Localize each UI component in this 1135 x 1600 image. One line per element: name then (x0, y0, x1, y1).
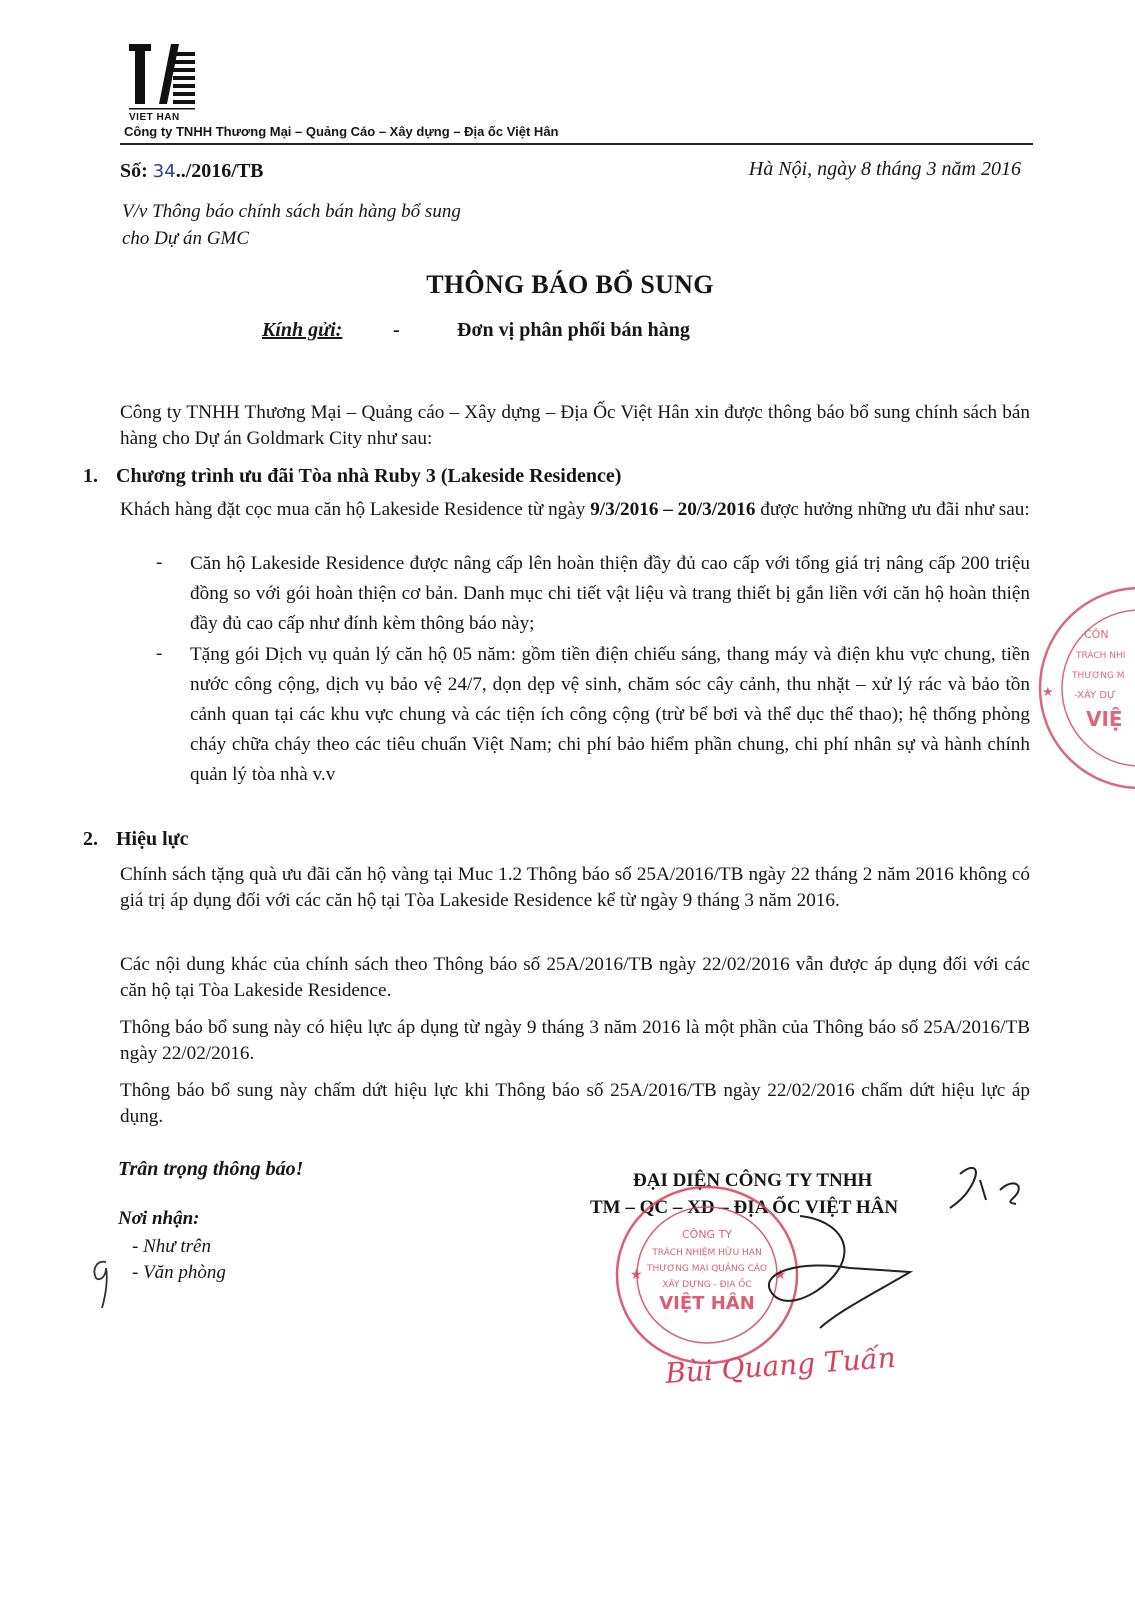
signer-name: Bùi Quang Tuấn (664, 1340, 897, 1391)
section-1-intro: Khách hàng đặt cọc mua căn hộ Lakeside Residence từ ngày 9/3/2016 – 20/3/2016 được hưởng những ưu đãi như sau: (120, 499, 1030, 520)
bullet-1: Căn hộ Lakeside Residence được nâng cấp lên hoàn thiện đầy đủ cao cấp với tổng giá trị nâng cấp 200 triệu đồng so với gói hoàn thiện cơ bản. Danh mục chi tiết vật liệu và trang thiết bị gắn liền với căn hộ hoàn thiện đầy đủ cao cấp như đính kèm thông báo này; (190, 553, 1030, 634)
svg-text:TRÁCH NHI: TRÁCH NHI (1076, 651, 1126, 661)
logo-text: VIET HAN (129, 112, 180, 123)
kinh-gui-label: Kính gửi: (262, 319, 343, 341)
signature (760, 1160, 1060, 1330)
edge-stamp (1030, 578, 1135, 798)
subject: V/v Thông báo chính sách bán hàng bổ sung cho Dự án GMC (122, 201, 461, 249)
representative-line-2: TM – QC – XD – ĐỊA ỐC VIỆT HÂN (590, 1197, 899, 1218)
svg-text:VIỆT HÂN: VIỆT HÂN (659, 1293, 755, 1314)
document-date: Hà Nội, ngày 8 tháng 3 năm 2016 (748, 158, 1021, 180)
page-title: THÔNG BÁO BỔ SUNG (426, 270, 714, 299)
company-logo (129, 44, 199, 120)
document-number: Số: 34../2016/TB (120, 160, 264, 182)
recipient-dash: - (393, 319, 400, 341)
representative-line-1: ĐẠI DIỆN CÔNG TY TNHH (633, 1170, 873, 1191)
svg-text:VIỆ: VIỆ (1086, 707, 1123, 731)
section-2-paragraph-4: Thông báo bổ sung này chấm dứt hiệu lực khi Thông báo số 25A/2016/TB ngày 22/02/2016 chấm dứt hiệu lực áp dụng. (120, 1080, 1030, 1127)
svg-text:TRÁCH NHIỆM HỮU HẠN: TRÁCH NHIỆM HỮU HẠN (652, 1248, 762, 1258)
recipient-item: - Như trên (132, 1236, 211, 1257)
company-name: Công ty TNHH Thương Mại – Quảng Cáo – Xây dựng – Địa ốc Việt Hân (124, 124, 559, 139)
noi-nhan-label: Nơi nhận: (118, 1208, 200, 1229)
section-2-paragraph-3: Thông báo bổ sung này có hiệu lực áp dụng từ ngày 9 tháng 3 năm 2016 là một phần của Thông báo số 25A/2016/TB ngày 22/02/2016. (120, 1017, 1030, 1064)
svg-text:XÂY DỰNG - ĐỊA ỐC: XÂY DỰNG - ĐỊA ỐC (662, 1280, 752, 1290)
handwritten-mark (88, 1256, 118, 1311)
section-2-paragraph-2: Các nội dung khác của chính sách theo Thông báo số 25A/2016/TB ngày 22/02/2016 vẫn được áp dụng đối với các căn hộ tại Tòa Lakeside Residence. (120, 954, 1030, 1001)
section-2-number: 2. (83, 828, 98, 850)
svg-text:-XÂY DỰ: -XÂY DỰ (1074, 690, 1116, 701)
recipient: Đơn vị phân phối bán hàng (457, 319, 690, 341)
section-1-heading: Chương trình ưu đãi Tòa nhà Ruby 3 (Lakeside Residence) (116, 465, 622, 487)
closing-regards: Trân trọng thông báo! (118, 1158, 304, 1180)
svg-text:★: ★ (630, 1268, 643, 1283)
section-2-paragraph-1: Chính sách tặng quà ưu đãi căn hộ vàng tại Muc 1.2 Thông báo số 25A/2016/TB ngày 22 tháng 2 năm 2016 không có giá trị áp dụng đối với các căn hộ tại Tòa Lakeside Residence kể từ ngày 9 tháng 3 năm 2016. (120, 864, 1030, 911)
section-1-number: 1. (83, 465, 98, 487)
svg-text:★: ★ (1042, 684, 1054, 699)
intro-paragraph: Công ty TNHH Thương Mại – Quảng cáo – Xây dựng – Địa Ốc Việt Hân xin được thông báo bổ sung chính sách bán hàng cho Dự án Goldmark City như sau: (120, 402, 1030, 449)
bullet-dash: - (156, 643, 163, 664)
svg-text:CÔN: CÔN (1084, 628, 1109, 641)
svg-text:THƯƠNG M: THƯƠNG M (1072, 671, 1125, 681)
header-divider (120, 143, 1033, 145)
svg-text:THƯƠNG MẠI QUẢNG CÁO: THƯƠNG MẠI QUẢNG CÁO (647, 1264, 767, 1274)
section-2-heading: Hiệu lực (116, 828, 189, 850)
bullet-dash: - (156, 552, 163, 573)
svg-text:★: ★ (774, 1268, 787, 1283)
recipient-item: - Văn phòng (132, 1262, 226, 1283)
bullet-2: Tặng gói Dịch vụ quản lý căn hộ 05 năm: gồm tiền điện chiếu sáng, thang máy và điện khu vực chung, tiền nước công cộng, dịch vụ bảo vệ 24/7, dọn dẹp vệ sinh, chăm sóc cây cảnh, thu nhặt – xử lý rác và bảo tồn cảnh quan tại các khu vực chung và các tiện ích công cộng (trừ bể bơi và thể dục thể thao); hệ thống phòng cháy chữa cháy theo các tiêu chuẩn Việt Nam; chi phí bảo hiểm phần chung, chi phí nhân sự và hành chính quản lý tòa nhà v.v (190, 644, 1030, 785)
svg-text:CÔNG TY: CÔNG TY (681, 1228, 733, 1241)
